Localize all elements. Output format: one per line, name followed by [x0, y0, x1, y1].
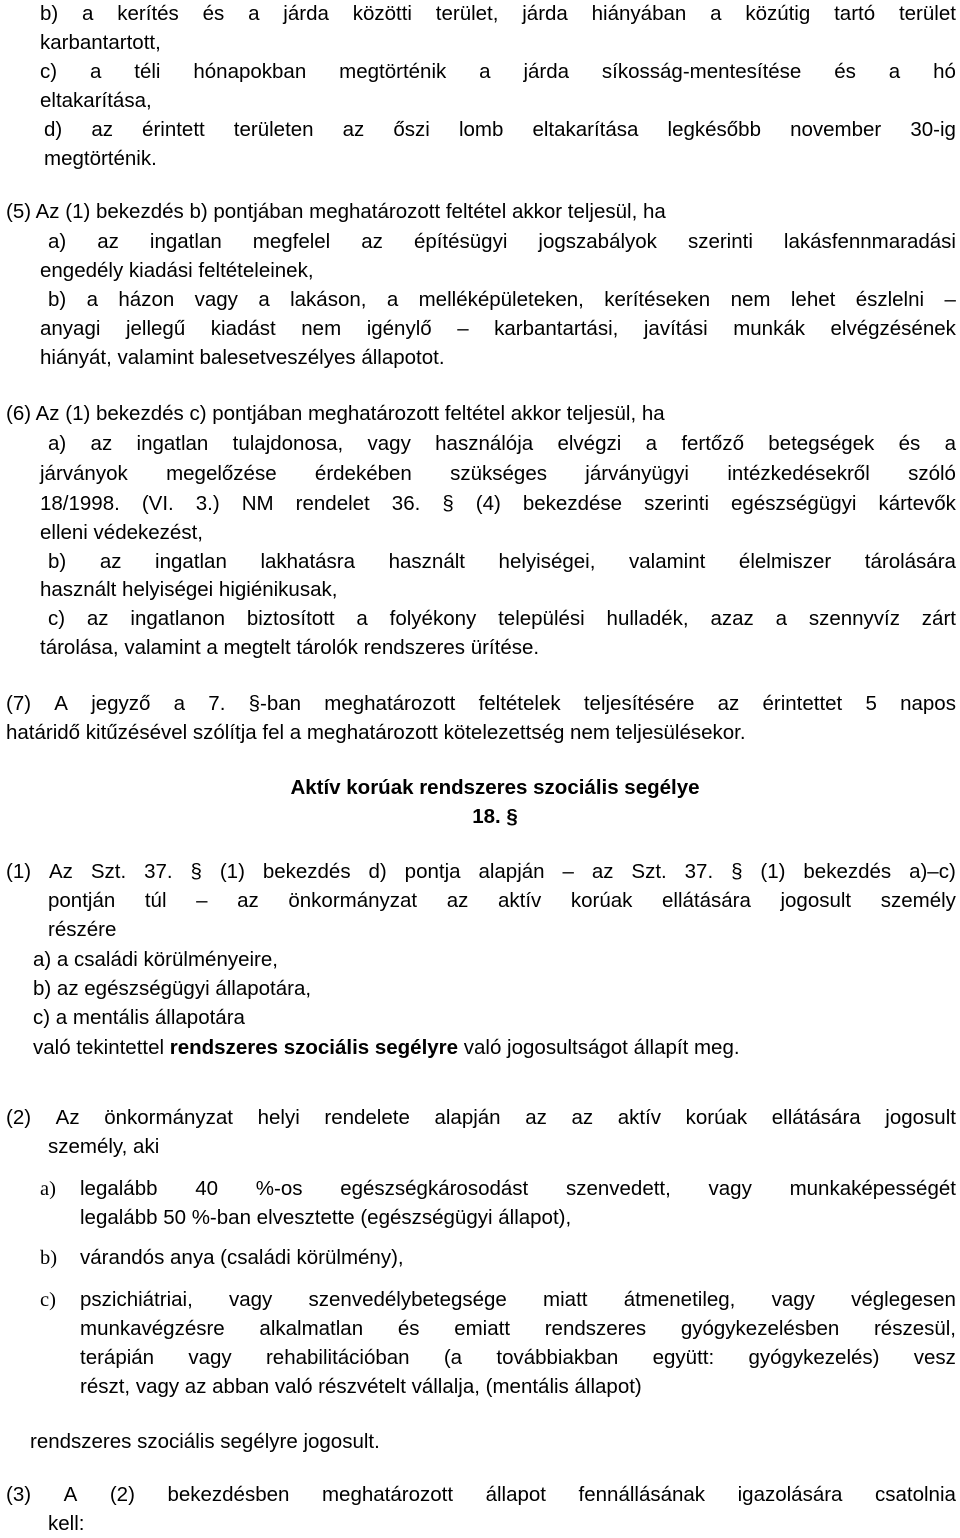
text-line [40, 315, 956, 343]
word: szenvedélybetegsége [308, 1288, 507, 1311]
word: az [717, 692, 740, 715]
word: helyiségei, [498, 550, 596, 573]
list-item-line [80, 1286, 956, 1314]
word: feltételek [478, 692, 561, 715]
word: terület, [435, 2, 499, 25]
word: d) [368, 860, 387, 883]
word: biztosított [246, 607, 335, 630]
word: állapot [485, 1483, 546, 1506]
section-number: 18. § [472, 805, 518, 828]
list-marker: c) [40, 1289, 56, 1311]
paragraph-5-intro: (5) Az (1) bekezdés b) pontjában meghatározott feltétel akkor teljesül, ha [6, 200, 666, 223]
word: korúak [570, 889, 633, 912]
word: a) [48, 432, 67, 455]
word: a [82, 2, 94, 25]
word: (1) [6, 860, 32, 883]
word: a [710, 2, 722, 25]
word: november [790, 118, 882, 141]
word: ingatlan [155, 550, 227, 573]
word: emiatt [454, 1317, 511, 1340]
word: és [202, 2, 225, 25]
word: melléképületeken, [418, 288, 584, 311]
word: vagy [194, 288, 238, 311]
word: ellátására [661, 889, 751, 912]
word: jegyző [91, 692, 151, 715]
word: (VI. [141, 492, 174, 515]
word: fennállásának [578, 1483, 706, 1506]
word: lehet [790, 288, 836, 311]
word: folyékony [389, 607, 477, 630]
word: legkésőbb [667, 118, 761, 141]
text-line: megtörténik. [44, 147, 157, 170]
word: a [248, 2, 260, 25]
word: egészségkárosodást [340, 1177, 529, 1200]
word: a [775, 607, 787, 630]
word: javítási [643, 317, 708, 340]
word: síkosság-mentesítése [601, 60, 802, 83]
text-line: hiányát, valamint balesetveszélyes állapotot. [40, 346, 445, 369]
word: a [258, 288, 270, 311]
word: teljesítésére [583, 692, 695, 715]
word: jellegű [125, 317, 186, 340]
word: települési [498, 607, 585, 630]
word: házon [118, 288, 175, 311]
word: közútig [745, 2, 811, 25]
paragraph-7-line [6, 690, 956, 718]
word: legalább [80, 1177, 158, 1200]
word: a)–c) [909, 860, 956, 883]
word: megelőzése [166, 462, 277, 485]
word: 7. [208, 692, 226, 715]
list-item-line [80, 1175, 956, 1203]
word: átmenetileg, [623, 1288, 736, 1311]
word: járda [283, 2, 329, 25]
word: nem [301, 317, 342, 340]
word: megfelel [252, 230, 331, 253]
text-line [48, 286, 956, 314]
word: érdekében [314, 462, 412, 485]
word: (3) [6, 1483, 32, 1506]
word: zárt [921, 607, 956, 630]
section-3-line: kell: [48, 1512, 85, 1535]
word: – [944, 288, 956, 311]
word: ingatlan [136, 432, 209, 455]
word: részesül, [873, 1317, 956, 1340]
word: 30-ig [910, 118, 956, 141]
word: anyagi [40, 317, 101, 340]
word: elvégzésének [830, 317, 956, 340]
word: b) [48, 288, 67, 311]
text-line [40, 0, 956, 28]
word: szenvedett, [565, 1177, 671, 1200]
word: az [86, 607, 109, 630]
word: napos [900, 692, 956, 715]
word: munkaképességét [789, 1177, 956, 1200]
word: intézkedésekről [727, 462, 870, 485]
word: Az [55, 1106, 80, 1129]
word: önkormányzat [288, 889, 418, 912]
word: használója [435, 432, 534, 455]
word: hiányában [591, 2, 687, 25]
word: aktív [617, 1106, 662, 1129]
word: §-ban [248, 692, 302, 715]
text-line: tárolása, valamint a megtelt tárolók rendszeres ürítése. [40, 636, 540, 659]
list-item: b) az egészségügyi állapotára, [33, 977, 312, 1000]
word: valamint [629, 550, 706, 573]
word: 37. [684, 860, 714, 883]
word: rendelete [324, 1106, 410, 1129]
word: és [834, 60, 856, 83]
word: az [571, 1106, 594, 1129]
word: igazolására [737, 1483, 843, 1506]
word: járványok [40, 462, 128, 485]
word: ingatlan [149, 230, 222, 253]
section-1-line [48, 887, 956, 915]
word: b) [48, 550, 67, 573]
text-line: használt helyiségei higiénikusak, [40, 578, 338, 601]
word: a [86, 288, 99, 311]
word: 18/1998. [40, 492, 120, 515]
list-item-line: legalább 50 %-ban elvesztette (egészségügyi állapot), [80, 1206, 572, 1229]
word: az [342, 118, 365, 141]
word: a [89, 60, 102, 83]
word: az [99, 550, 122, 573]
word: élelmiszer [738, 550, 832, 573]
word: kerítés [117, 2, 179, 25]
word: NM [241, 492, 274, 515]
word: érintett [142, 118, 205, 141]
section-2-line: személy, aki [48, 1135, 160, 1158]
word: együtt: [652, 1346, 715, 1369]
word: 36. [391, 492, 421, 515]
word: a [944, 432, 956, 455]
section-1-line: részére [48, 918, 117, 941]
word: azaz [710, 607, 754, 630]
word: § [731, 860, 743, 883]
word: pontján [48, 889, 116, 912]
word: szerinti [687, 230, 753, 253]
word: fertőző [681, 432, 744, 455]
word: az [97, 230, 119, 253]
word: rendelet [295, 492, 370, 515]
text-line [40, 460, 956, 488]
word: pszichiátriai, [80, 1288, 193, 1311]
word: az [237, 889, 259, 912]
word: § [190, 860, 202, 883]
word: 40 [195, 1177, 219, 1200]
word: c) [40, 60, 58, 83]
word: – [562, 860, 574, 883]
word: munkák [733, 317, 805, 340]
list-item: c) a mentális állapotára [33, 1006, 245, 1029]
word: megtörténik [339, 60, 447, 83]
word: meghatározott [321, 1483, 454, 1506]
word: bekezdés [262, 860, 351, 883]
word: gyógykezelésben [680, 1317, 840, 1340]
word: hónapokban [193, 60, 307, 83]
word: a [479, 60, 491, 83]
word: (2) [6, 1106, 32, 1129]
list-item-line: várandós anya (családi körülmény), [80, 1246, 404, 1269]
word: személy [880, 889, 956, 912]
word: helyi [257, 1106, 300, 1129]
word: betegségek [768, 432, 875, 455]
word: jogszabályok [538, 230, 657, 253]
word: c) [48, 607, 66, 630]
word: 5 [865, 692, 877, 715]
word: (2) [109, 1483, 135, 1506]
paragraph-7-line: határidő kitűzésével szólítja fel a meghatározott kötelezettség nem teljesülésekor. [6, 721, 746, 744]
text-line [48, 430, 956, 458]
word: alkalmatlan [259, 1317, 364, 1340]
word: hulladék, [606, 607, 689, 630]
word: korúak [685, 1106, 748, 1129]
section-2-line [6, 1104, 956, 1132]
word: meghatározott [324, 692, 456, 715]
section-3-line [6, 1481, 956, 1509]
word: véglegesen [851, 1288, 956, 1311]
word: és [898, 432, 921, 455]
word: 3.) [195, 492, 220, 515]
word: érintettet [762, 692, 843, 715]
word: területen [233, 118, 314, 141]
word: miatt [543, 1288, 588, 1311]
text-line [48, 548, 956, 576]
word: önkormányzat [104, 1106, 233, 1129]
word: a [173, 692, 186, 715]
text-line [44, 116, 956, 144]
word: (1) [760, 860, 786, 883]
list-item-line: részt, vagy az abban való részvételt vállalja, (mentális állapot) [80, 1375, 642, 1398]
word: kerítéseken [604, 288, 711, 311]
word: Szt. [631, 860, 667, 883]
word: csatolnia [875, 1483, 956, 1506]
word: az [525, 1106, 547, 1129]
word: – [196, 889, 208, 912]
text-line [48, 605, 956, 633]
word: az [591, 860, 614, 883]
word: (a [443, 1346, 463, 1369]
word: tulajdonosa, [232, 432, 344, 455]
word: vagy [771, 1288, 815, 1311]
section-1-line [6, 858, 956, 886]
word: szükséges [450, 462, 547, 485]
text-line: elleni védekezést, [40, 521, 203, 544]
word: vagy [229, 1288, 273, 1311]
word: alapján [434, 1106, 501, 1129]
word: elvégzi [557, 432, 622, 455]
word: az [91, 118, 113, 141]
word: vagy [708, 1177, 752, 1200]
text-line [48, 228, 956, 256]
word: lakhatásra [260, 550, 356, 573]
word: jogosult [885, 1106, 956, 1129]
word: munkavégzésre [80, 1317, 225, 1340]
word: ingatlanon [130, 607, 226, 630]
word: bekezdésben [167, 1483, 290, 1506]
word: hó [933, 60, 956, 83]
word: a [356, 607, 368, 630]
word: rehabilitációban [265, 1346, 410, 1369]
text-span: való tekintettel [33, 1036, 170, 1059]
text-line: engedély kiadási feltételeinek, [40, 259, 314, 282]
paragraph-6-intro: (6) Az (1) bekezdés c) pontjában meghatározott feltétel akkor teljesül, ha [6, 402, 665, 425]
word: lomb [458, 118, 504, 141]
word: (7) [6, 692, 32, 715]
word: járványügyi [585, 462, 689, 485]
word: Szt. [90, 860, 127, 883]
list-item: a) a családi körülményeire, [33, 948, 278, 971]
word: őszi [393, 118, 430, 141]
word: terület [898, 2, 956, 25]
word: járda [522, 2, 568, 25]
word: karbantartási, [494, 317, 619, 340]
text-line: eltakarítása, [40, 89, 152, 112]
word: lakásfennmaradási [783, 230, 956, 253]
word: bekezdés [803, 860, 892, 883]
word: 37. [144, 860, 173, 883]
word: pontja [404, 860, 461, 883]
word: kártevők [878, 492, 956, 515]
text-line [40, 490, 956, 518]
word: nem [730, 288, 771, 311]
word: szóló [908, 462, 956, 485]
word: vagy [367, 432, 411, 455]
word: § [442, 492, 454, 515]
word: (4) [475, 492, 501, 515]
word: %-os [255, 1177, 303, 1200]
list-item-line [80, 1344, 956, 1372]
word: építésügyi [413, 230, 508, 253]
word: tárolására [864, 550, 956, 573]
word: bekezdése [522, 492, 623, 515]
bold-term: rendszeres szociális segélyre [169, 1036, 459, 1059]
word: lakáson, [290, 288, 367, 311]
word: jogosult [780, 889, 852, 912]
text-span: való jogosultságot állapít meg. [458, 1036, 740, 1059]
word: igénylő [366, 317, 432, 340]
word: eltakarítása [532, 118, 639, 141]
list-marker: a) [40, 1178, 56, 1200]
text-line [40, 58, 956, 86]
word: vesz [913, 1346, 956, 1369]
list-marker: b) [40, 1247, 58, 1269]
word: Az [48, 860, 73, 883]
word: a [386, 288, 399, 311]
word: a [888, 60, 901, 83]
word: ellátására [771, 1106, 861, 1129]
word: az [446, 889, 469, 912]
word: a [645, 432, 657, 455]
word: az [361, 230, 383, 253]
section-2-closing: rendszeres szociális segélyre jogosult. [30, 1430, 380, 1453]
word: egészségügyi [731, 492, 857, 515]
section-title: Aktív korúak rendszeres szociális segélye [290, 776, 700, 799]
text-line: karbantartott, [40, 31, 161, 54]
word: észlelni [855, 288, 925, 311]
word: A [54, 692, 68, 715]
list-item-line [80, 1315, 956, 1343]
word: és [397, 1317, 420, 1340]
word: – [457, 317, 469, 340]
section-1-closing [33, 1034, 740, 1062]
word: aktív [497, 889, 542, 912]
word: (1) [219, 860, 245, 883]
word: szerinti [644, 492, 709, 515]
word: téli [134, 60, 161, 83]
word: terápián [80, 1346, 155, 1369]
word: közötti [352, 2, 412, 25]
word: gyógykezelés) [748, 1346, 880, 1369]
word: kiadást [210, 317, 276, 340]
word: rendszeres [544, 1317, 647, 1340]
word: az [90, 432, 113, 455]
word: továbbiakban [496, 1346, 619, 1369]
word: járda [523, 60, 570, 83]
word: A [63, 1483, 78, 1506]
word: tartó [834, 2, 876, 25]
word: a) [48, 230, 67, 253]
word: használt [388, 550, 465, 573]
word: b) [40, 2, 59, 25]
word: alapján [478, 860, 545, 883]
word: d) [44, 118, 63, 141]
word: szennyvíz [808, 607, 900, 630]
word: vagy [188, 1346, 232, 1369]
word: túl [144, 889, 167, 912]
